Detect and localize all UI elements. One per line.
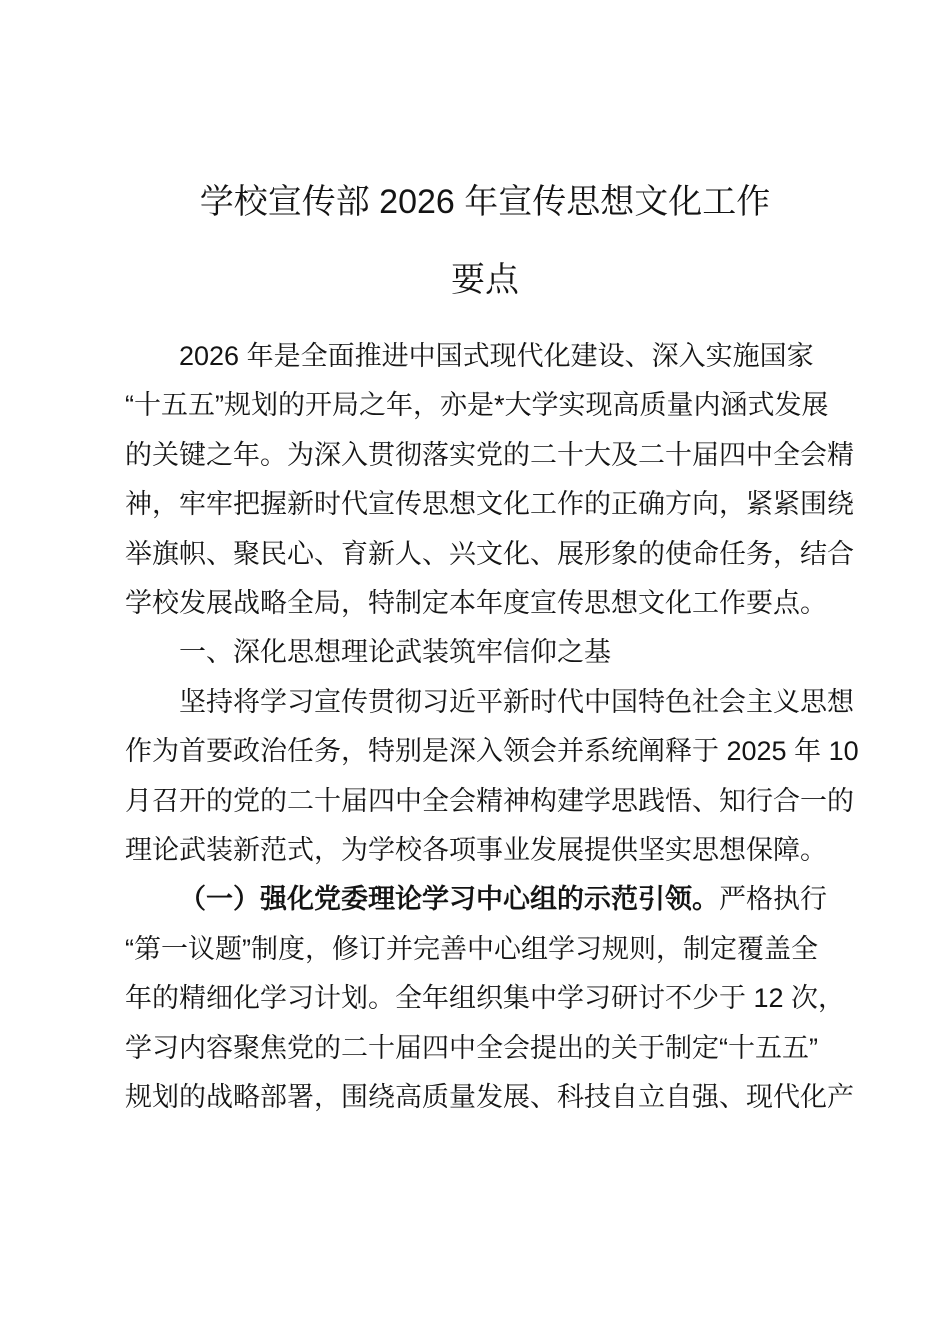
text-run: 严格执行 <box>719 884 827 915</box>
text-run: 一、深化思想理论武装筑牢信仰之基 <box>179 637 611 668</box>
paragraph-line <box>125 678 854 727</box>
section-heading-line <box>125 628 845 677</box>
text-run: “十五五”规划的开局之年，亦是*大学实现高质量内涵式发展 <box>125 390 829 421</box>
text-run: 规划的战略部署，围绕高质量发展、科技自立自强、现代化产 <box>125 1082 854 1113</box>
text-run: 坚持将学习宣传贯彻习近平新时代中国特色社会主义思想 <box>179 686 854 717</box>
paragraph-line <box>125 579 845 628</box>
document-body <box>125 332 859 1123</box>
paragraph-line <box>125 1073 854 1122</box>
paragraph-line <box>125 925 845 974</box>
text-run: 学校发展战略全局，特制定本年度宣传思想文化工作要点。 <box>125 588 827 619</box>
bold-text-run: （一）强化党委理论学习中心组的示范引领。 <box>179 884 719 915</box>
paragraph-line <box>125 431 854 480</box>
text-run: 2026 年是全面推进中国式现代化建设、深入实施国家 <box>179 341 814 371</box>
document-title-line-2: 要点 <box>451 261 519 299</box>
text-run: 作为首要政治任务，特别是深入领会并系统阐释于 2025 年 10 <box>125 736 859 767</box>
paragraph-line <box>125 875 845 924</box>
paragraph-line <box>125 381 845 430</box>
text-run: 学习内容聚焦党的二十届四中全会提出的关于制定“十五五” <box>125 1032 818 1063</box>
paragraph-line <box>125 777 854 826</box>
paragraph-line <box>125 530 854 579</box>
text-run: “第一议题”制度，修订并完善中心组学习规则，制定覆盖全 <box>125 933 818 964</box>
paragraph-line <box>125 826 845 875</box>
text-run: 年的精细化学习计划。全年组织集中学习研讨不少于 12 次， <box>125 983 846 1014</box>
text-run: 月召开的党的二十届四中全会精神构建学思践悟、知行合一的 <box>125 785 854 816</box>
paragraph-line <box>125 974 845 1023</box>
paragraph-line <box>125 1024 845 1073</box>
text-run: 的关键之年。为深入贯彻落实党的二十大及二十届四中全会精 <box>125 439 854 470</box>
paragraph-line <box>125 332 845 381</box>
paragraph-line <box>125 727 859 776</box>
paragraph-line <box>125 480 854 529</box>
text-run: 神，牢牢把握新时代宣传思想文化工作的正确方向，紧紧围绕 <box>125 489 854 520</box>
text-run: 理论武装新范式，为学校各项事业发展提供坚实思想保障。 <box>125 835 827 866</box>
document-title <box>125 163 845 319</box>
document-title-line-1: 学校宣传部 2026 年宣传思想文化工作 <box>199 183 771 221</box>
text-run: 举旗帜、聚民心、育新人、兴文化、展形象的使命任务，结合 <box>125 538 854 569</box>
